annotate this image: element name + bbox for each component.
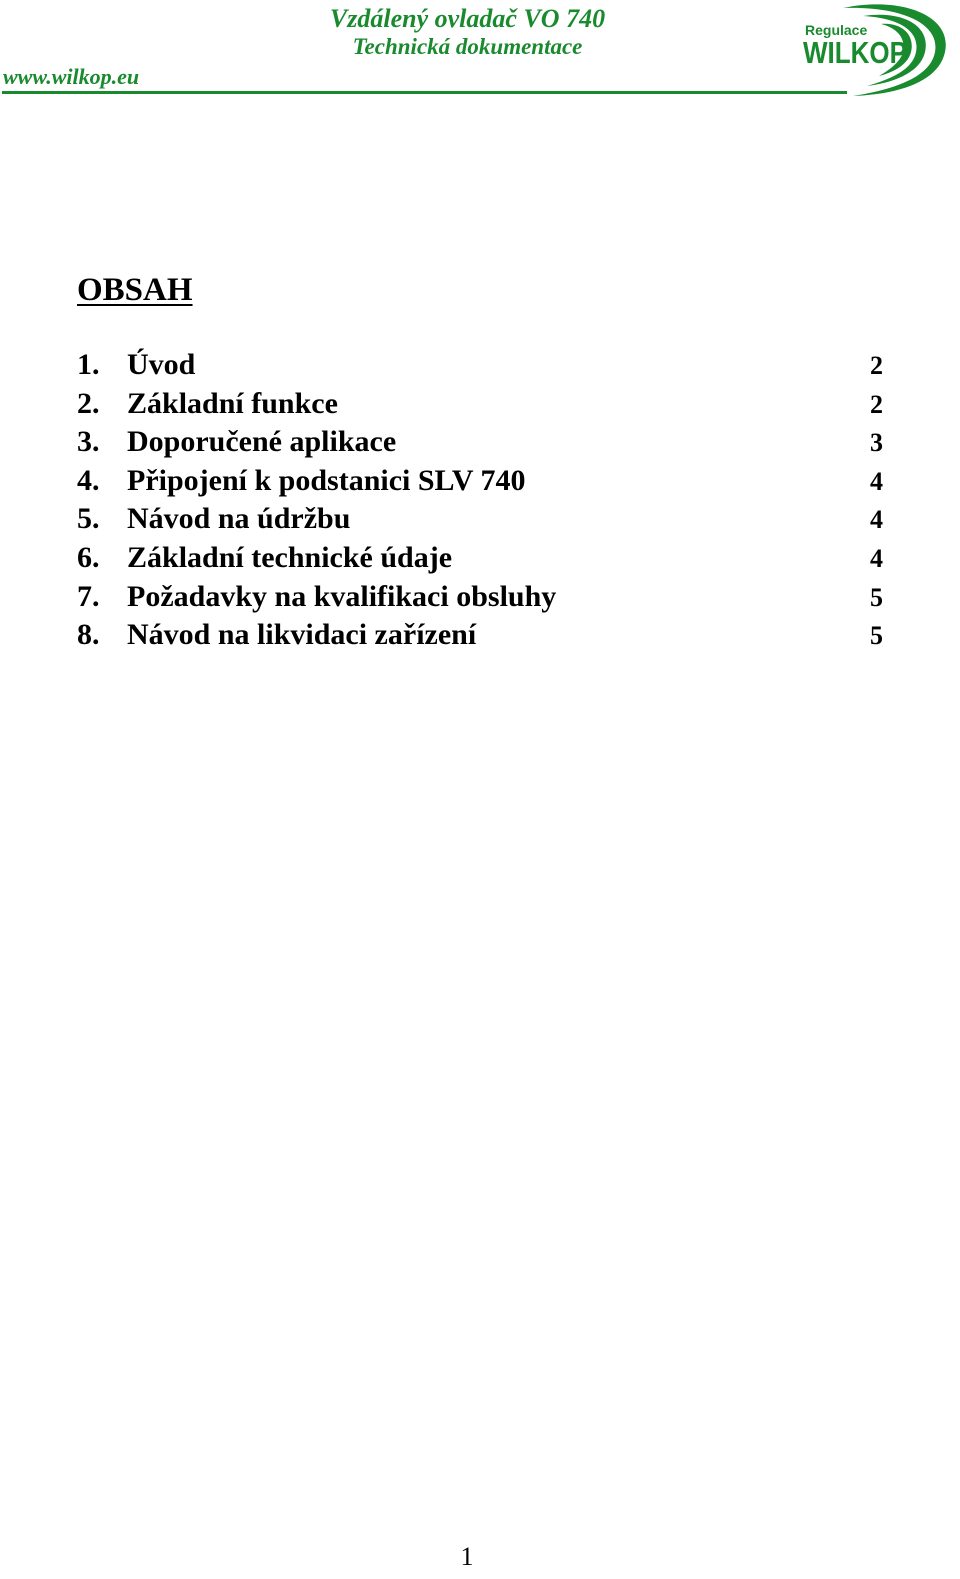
toc-item-title: Požadavky na kvalifikaci obsluhy (127, 579, 557, 613)
document-title (300, 4, 635, 60)
toc-item-number: 5. (77, 502, 100, 536)
header-divider (2, 91, 847, 94)
toc-item-number: 2. (77, 386, 100, 420)
toc-item[interactable] (77, 464, 883, 503)
page-number: 1 (460, 1542, 474, 1571)
toc-item-title: Návod na likvidaci zařízení (127, 618, 477, 652)
document-title-line1: Vzdálený ovladač VO 740 (329, 4, 606, 33)
toc-item-title: Návod na údržbu (127, 502, 351, 536)
website-url[interactable]: www.wilkop.eu (3, 64, 140, 89)
document-title-line2: Technická dokumentace (352, 33, 583, 59)
toc-item[interactable] (77, 618, 883, 657)
toc-item-page: 5 (870, 582, 883, 612)
toc-item[interactable] (77, 348, 883, 387)
toc-item-page: 2 (870, 351, 883, 380)
logo-top-text: Regulace (805, 22, 868, 38)
toc-item-page: 4 (870, 543, 883, 573)
toc-heading: OBSAH (77, 272, 193, 308)
wilkop-logo-icon (803, 2, 953, 98)
toc-item-title: Doporučené aplikace (127, 425, 397, 459)
toc-item-title: Základní funkce (127, 386, 338, 420)
toc-item-page: 4 (870, 466, 883, 496)
toc-item-number: 4. (77, 463, 100, 497)
toc-item-title: Úvod (127, 348, 196, 381)
toc-item[interactable] (77, 580, 883, 619)
toc-item-title: Připojení k podstanici SLV 740 (127, 463, 526, 497)
toc-item-page: 5 (870, 621, 883, 651)
page-header (0, 0, 960, 100)
toc-item-number: 3. (77, 425, 100, 459)
toc-item[interactable] (77, 387, 883, 426)
table-of-contents (77, 348, 883, 657)
toc-item-number: 8. (77, 618, 100, 652)
toc-item-title: Základní technické údaje (127, 540, 453, 574)
toc-item-page: 3 (870, 428, 883, 458)
toc-item-number: 6. (77, 540, 100, 574)
toc-item[interactable] (77, 541, 883, 580)
logo-brand-text: WILKOP (803, 35, 907, 70)
toc-item[interactable] (77, 425, 883, 464)
toc-item-number: 7. (77, 579, 100, 613)
toc-item[interactable] (77, 502, 883, 541)
toc-item-number: 1. (77, 348, 100, 381)
toc-item-page: 2 (870, 389, 883, 419)
toc-item-page: 4 (870, 505, 883, 535)
